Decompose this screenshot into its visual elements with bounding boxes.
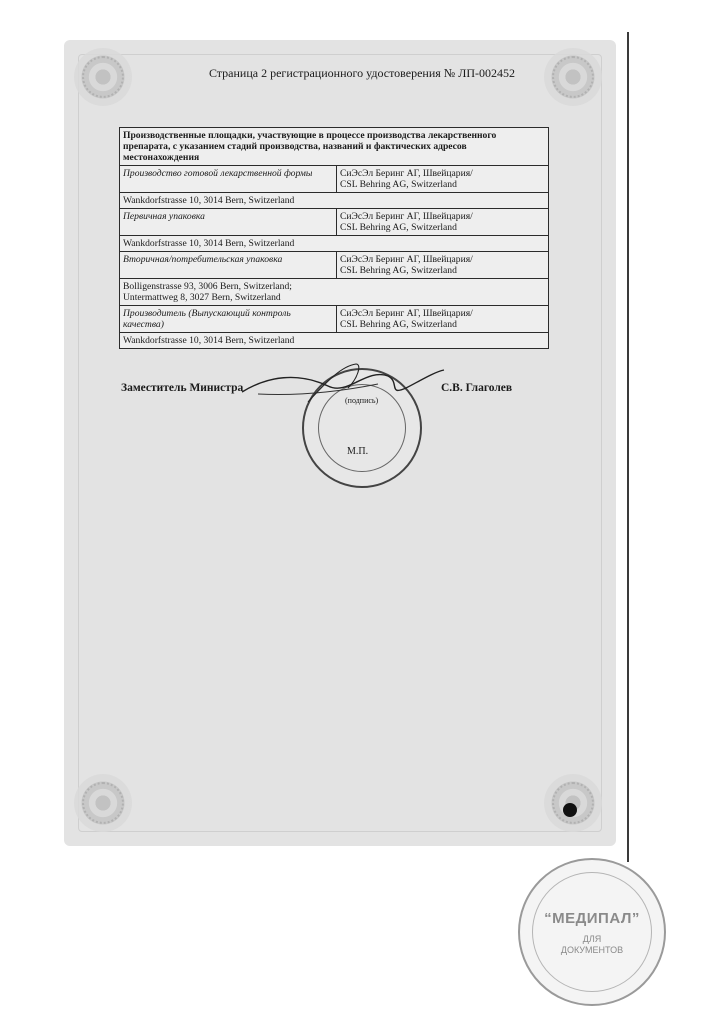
signatory-position: Заместитель Министра: [121, 382, 244, 394]
table-row: [120, 279, 549, 306]
page-edge-line: [627, 32, 629, 862]
handwritten-signature-icon: [238, 362, 448, 412]
table-row: [120, 306, 549, 333]
address-cell: [120, 193, 549, 209]
page-title: Страница 2 регистрационного удостоверения № ЛП-002452: [208, 66, 516, 80]
address-line: Bolligenstrasse 93, 3006 Bern, Switzerland;: [123, 281, 292, 292]
stage-cell: Производитель (Выпускающий контроль качества): [120, 306, 337, 333]
punch-hole: [563, 803, 577, 817]
table-row: [120, 193, 549, 209]
medipal-stamp: [518, 858, 666, 1006]
address-line: Untermattweg 8, 3027 Bern, Switzerland: [123, 292, 281, 303]
signature-caption: (подпись): [345, 396, 379, 405]
production-sites-table: [119, 127, 549, 349]
company-cell: [337, 306, 549, 333]
company-name-ru: СиЭсЭл Беринг АГ, Швейцария/: [340, 308, 473, 319]
table-header-row: [120, 128, 549, 166]
table-row: [120, 252, 549, 279]
table-row: [120, 236, 549, 252]
company-name-en: CSL Behring AG, Switzerland: [340, 265, 457, 276]
company-cell: [337, 252, 549, 279]
address-line: Wankdorfstrasse 10, 3014 Bern, Switzerland: [123, 238, 295, 249]
company-name-ru: СиЭсЭл Беринг АГ, Швейцария/: [340, 168, 473, 179]
stamp-name: “МЕДИПАЛ”: [544, 910, 640, 927]
company-cell: [337, 209, 549, 236]
company-name-ru: СиЭсЭл Беринг АГ, Швейцария/: [340, 254, 473, 265]
table-header: Производственные площадки, участвующие в процессе производства лекарственного препарата, с указанием стадий производства, названий и фактических адресов местонахождения: [120, 128, 549, 166]
address-cell: [120, 333, 549, 349]
company-name-ru: СиЭсЭл Беринг АГ, Швейцария/: [340, 211, 473, 222]
address-cell: [120, 236, 549, 252]
table-row: [120, 333, 549, 349]
address-line: Wankdorfstrasse 10, 3014 Bern, Switzerland: [123, 195, 295, 206]
company-name-en: CSL Behring AG, Switzerland: [340, 319, 457, 330]
stamp-line-1: ДЛЯ: [582, 934, 602, 944]
company-cell: [337, 166, 549, 193]
company-name-en: CSL Behring AG, Switzerland: [340, 179, 457, 190]
address-line: Wankdorfstrasse 10, 3014 Bern, Switzerland: [123, 335, 295, 346]
company-name-en: CSL Behring AG, Switzerland: [340, 222, 457, 233]
table-row: [120, 166, 549, 193]
address-cell: [120, 279, 549, 306]
stage-cell: Производство готовой лекарственной формы: [120, 166, 337, 193]
stage-cell: Первичная упаковка: [120, 209, 337, 236]
seal-mark: М.П.: [347, 446, 369, 457]
signatory-name: С.В. Глаголев: [441, 382, 513, 394]
stamp-line-2: ДОКУМЕНТОВ: [560, 945, 624, 955]
table-row: [120, 209, 549, 236]
stage-cell: Вторичная/потребительская упаковка: [120, 252, 337, 279]
corner-rosette-bottom-left: [74, 774, 132, 832]
